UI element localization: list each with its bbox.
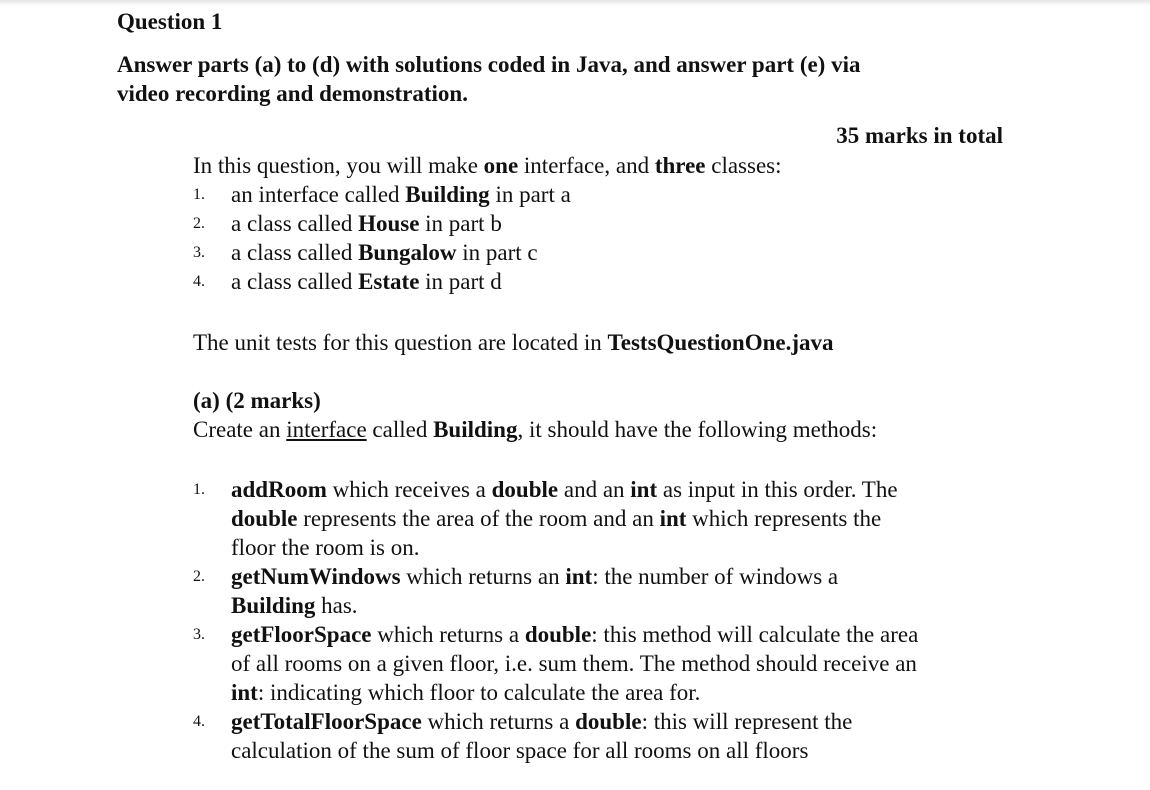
method-text: represents the area of the room and an: [297, 506, 660, 531]
overview-list: [193, 180, 571, 296]
method-text: : indicating which floor to calculate the area for.: [257, 680, 701, 705]
list-item-text: an interface called: [231, 182, 406, 207]
list-item-text: a class called: [231, 240, 359, 265]
methods-list: [193, 475, 918, 765]
method-text: which returns an: [400, 564, 566, 589]
list-item-text: in part b: [419, 211, 502, 236]
list-item-number: 4.: [193, 273, 205, 290]
method-type: int: [231, 680, 258, 705]
tests-location-text: The unit tests for this question are located in: [193, 330, 608, 355]
part-a-instruction-bold: Building: [433, 417, 518, 442]
tests-file-name: TestsQuestionOne.java: [607, 330, 834, 355]
overview-lead-text-3: classes:: [705, 153, 782, 178]
list-item: [193, 180, 571, 209]
method-item-addroom: [193, 475, 918, 504]
overview-lead-text-2: interface, and: [518, 153, 655, 178]
method-type: Building: [231, 593, 316, 618]
method-number: 1.: [193, 481, 205, 498]
method-text: : this will represent the: [641, 709, 853, 734]
method-text: calculation of the sum of floor space for all rooms on all floors: [231, 738, 809, 763]
method-line: [193, 736, 918, 765]
method-item-gettotalfloorspace: [193, 707, 918, 736]
overview-lead: [193, 151, 782, 180]
method-type: double: [575, 709, 642, 734]
method-text: : this method will calculate the area: [591, 622, 919, 647]
list-item-bold: House: [358, 211, 420, 236]
part-a-heading: (a) (2 marks): [193, 388, 321, 413]
method-type: double: [524, 622, 592, 647]
method-text: which returns a: [371, 622, 525, 647]
method-item-getnumwindows: [193, 562, 918, 591]
method-line: [193, 649, 918, 678]
method-line: [193, 504, 918, 533]
method-item-getfloorspace: [193, 620, 918, 649]
overview-lead-three: three: [654, 153, 706, 178]
method-type: int: [565, 564, 593, 589]
method-text: : the number of windows a: [592, 564, 839, 589]
method-name: getTotalFloorSpace: [231, 709, 422, 734]
method-name: getNumWindows: [231, 564, 401, 589]
part-a-instruction-text: called: [366, 417, 434, 442]
overview-lead-one: one: [483, 153, 519, 178]
list-item-bold: Bungalow: [358, 240, 457, 265]
list-item-text: a class called: [231, 211, 359, 236]
marks-total: 35 marks in total: [836, 123, 1003, 148]
list-item-number: 3.: [193, 244, 205, 261]
method-type: int: [659, 506, 687, 531]
list-item-number: 1.: [193, 186, 205, 203]
question-title: Question 1: [117, 9, 223, 34]
method-type: int: [630, 477, 658, 502]
method-type: double: [231, 506, 298, 531]
list-item-bold: Building: [405, 182, 490, 207]
intro-line-2: video recording and demonstration.: [117, 81, 468, 106]
method-text: which receives a: [326, 477, 492, 502]
list-item-bold: Estate: [358, 269, 420, 294]
list-item: [193, 209, 571, 238]
list-item-number: 2.: [193, 215, 205, 232]
method-text: which represents the: [686, 506, 882, 531]
list-item-text: in part c: [456, 240, 538, 265]
method-text: floor the room is on.: [231, 535, 420, 560]
method-number: 2.: [193, 568, 205, 585]
method-text: which returns a: [421, 709, 576, 734]
intro-line-1: Answer parts (a) to (d) with solutions coded in Java, and answer part (e) via: [117, 52, 861, 77]
method-name: addRoom: [231, 477, 327, 502]
part-a-instruction: [193, 415, 877, 444]
method-text: has.: [315, 593, 358, 618]
method-text: and an: [558, 477, 631, 502]
part-a-instruction-text: , it should have the following methods:: [517, 417, 878, 442]
list-item-text: a class called: [231, 269, 359, 294]
method-line: [193, 678, 918, 707]
list-item-text: in part a: [489, 182, 571, 207]
list-item: [193, 238, 571, 267]
method-line: [193, 591, 918, 620]
interface-link[interactable]: interface: [286, 417, 367, 442]
tests-location: [193, 328, 834, 357]
method-type: double: [491, 477, 559, 502]
method-number: 3.: [193, 626, 205, 643]
list-item: [193, 267, 571, 296]
method-text: of all rooms on a given floor, i.e. sum them. The method should receive an: [231, 651, 917, 676]
overview-lead-text-1: In this question, you will make: [193, 153, 484, 178]
part-a-instruction-text: Create an: [193, 417, 287, 442]
method-name: getFloorSpace: [231, 622, 372, 647]
method-text: as input in this order. The: [657, 477, 898, 502]
method-line: [193, 533, 918, 562]
list-item-text: in part d: [419, 269, 502, 294]
method-number: 4.: [193, 713, 205, 730]
